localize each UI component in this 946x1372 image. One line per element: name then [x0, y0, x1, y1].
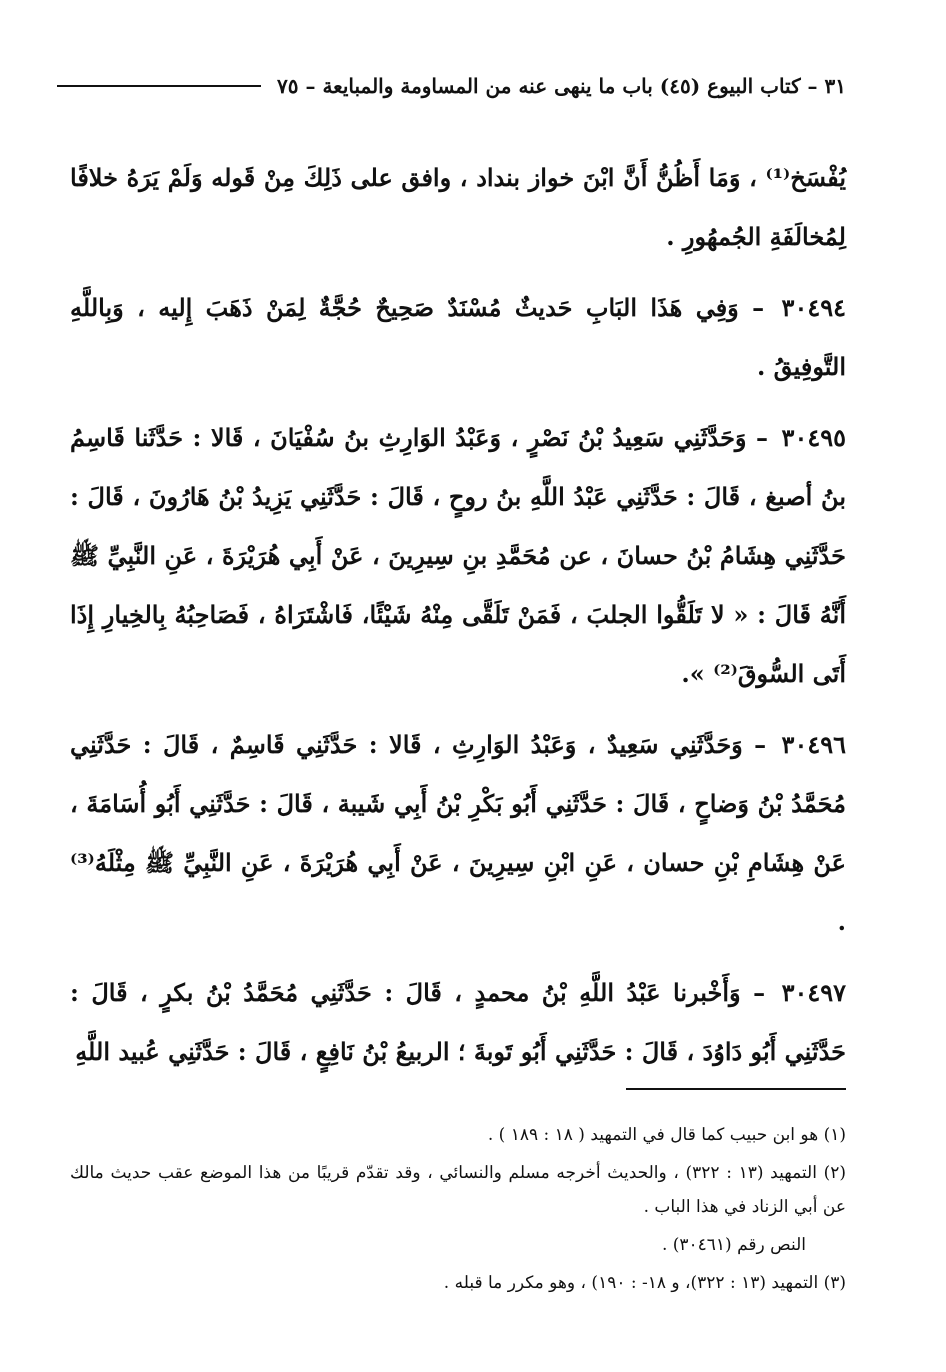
paragraph	[70, 148, 846, 266]
paragraph	[70, 408, 846, 703]
paragraph	[70, 278, 846, 396]
running-header-title: ٣١ – كتاب البيوع (٤٥) باب ما ينهى عنه من المساومة والمبايعة – ٧٥	[277, 74, 846, 98]
main-text	[70, 148, 846, 1093]
paragraph-number: ٣٠٤٩٤	[781, 293, 846, 322]
paragraph-text: – وَأَخْبرنا عَبْدُ اللَّهِ بْنُ محمدٍ ، قَالَ : حَدَّثَنِي مُحَمَّدُ بْنُ بكرٍ ، قَالَ : حَدَّثَنِي أَبُو دَاوُدَ ، قَالَ : حَدَّثَنِي أَبُو تَوبةَ ؛ الربيعُ بْنُ نَافِعٍ ، قَالَ : حَدَّثَنِي عُبيد اللَّهِ	[70, 978, 846, 1066]
footnotes	[70, 1118, 846, 1304]
header-rule	[57, 85, 261, 87]
footnote-separator	[626, 1088, 846, 1090]
paragraph-number: ٣٠٤٩٦	[781, 730, 846, 759]
page-header	[70, 68, 846, 104]
paragraph-text: يُفْسَخ⁽¹⁾ ، وَمَا أَظُنُّ أَنَّ ابْنَ خواز بنداد ، وافق على ذَلِكَ مِنْ قَوله وَلَمْ يَرَهُ خلافًا لِمُخالَفَةِ الجُمهُورِ .	[70, 163, 846, 251]
paragraph-text: – وَفِي هَذَا البَابِ حَديثٌ مُسْنَدٌ صَحِيحٌ حُجَّةٌ لِمَنْ ذَهَبَ إِليه ، وَبِاللَّهِ التَّوفِيقُ .	[70, 293, 846, 381]
paragraph	[70, 963, 846, 1081]
paragraph	[70, 715, 846, 951]
footnote-continuation: النص رقم (٣٠٤٦١) .	[661, 1235, 806, 1255]
paragraph-text: – وَحَدَّثَنِي سَعِيدُ بْنُ نَصْرٍ ، وَعَبْدُ الوَارِثِ بنُ سُفْيَانَ ، قَالا : حَدَّثَنا قَاسِمُ بنُ أصبغ ، قَالَ : حَدَّثَنِي عَبْدُ اللَّهِ بنُ روحٍ ، قَالَ : حَدَّثَنِي يَزِيدُ بْنُ هَارُونَ ، قَالَ : حَدَّثَنِي هِشَامُ بْنُ حسانَ ، عن مُحَمَّدِ بنِ سِيرِينَ ، عَنْ أَبِي هُرَيْرَةَ ، عَنِ النَّبِيِّ ﷺ أَنَّهُ قَالَ : « لا تَلَقُّوا الجلبَ ، فَمَنْ تَلَقَّى مِنْهُ شَيْئًا، فَاشْتَرَاهُ ، فَصَاحِبُهُ بِالخِيارِ إِذَا أَتَى السُّوقَ⁽²⁾ ».	[70, 423, 846, 688]
paragraph-text: – وَحَدَّثَنِي سَعِيدٌ ، وَعَبْدُ الوَارِثِ ، قَالا : حَدَّثَنِي قَاسِمٌ ، قَالَ : حَدَّثَنِي مُحَمَّدُ بْنُ وَضاحٍ ، قَالَ : حَدَّثَنِي أَبُو بَكْرِ بْنُ أَبِي شَيبة ، قَالَ : حَدَّثَنِي أَبُو أُسَامَةَ ، عَنْ هِشَامِ بْنِ حسان ، عَنِ ابْنِ سِيرِينَ ، عَنْ أَبِي هُرَيْرَةَ ، عَنِ النَّبِيِّ ﷺ مِثْلَهُ⁽³⁾ .	[70, 730, 846, 936]
footnote: (١) هو ابن حبيب كما قال في التمهيد ( ١٨ : ١٨٩ ) .	[487, 1125, 846, 1145]
footnote: (٢) التمهيد (١٣ : ٣٢٢) ، والحديث أخرجه مسلم والنسائي ، وقد تقدّم قريبًا من هذا الموضع عقب حديث مالك عن أبي الزناد في هذا الباب .	[70, 1163, 847, 1217]
paragraph-number: ٣٠٤٩٥	[781, 423, 846, 452]
paragraph-number: ٣٠٤٩٧	[781, 978, 847, 1007]
footnote: (٣) التمهيد (١٣ : ٣٢٢)، و ١٨- : ١٩٠) ، وهو مكرر ما قبله .	[443, 1273, 846, 1293]
